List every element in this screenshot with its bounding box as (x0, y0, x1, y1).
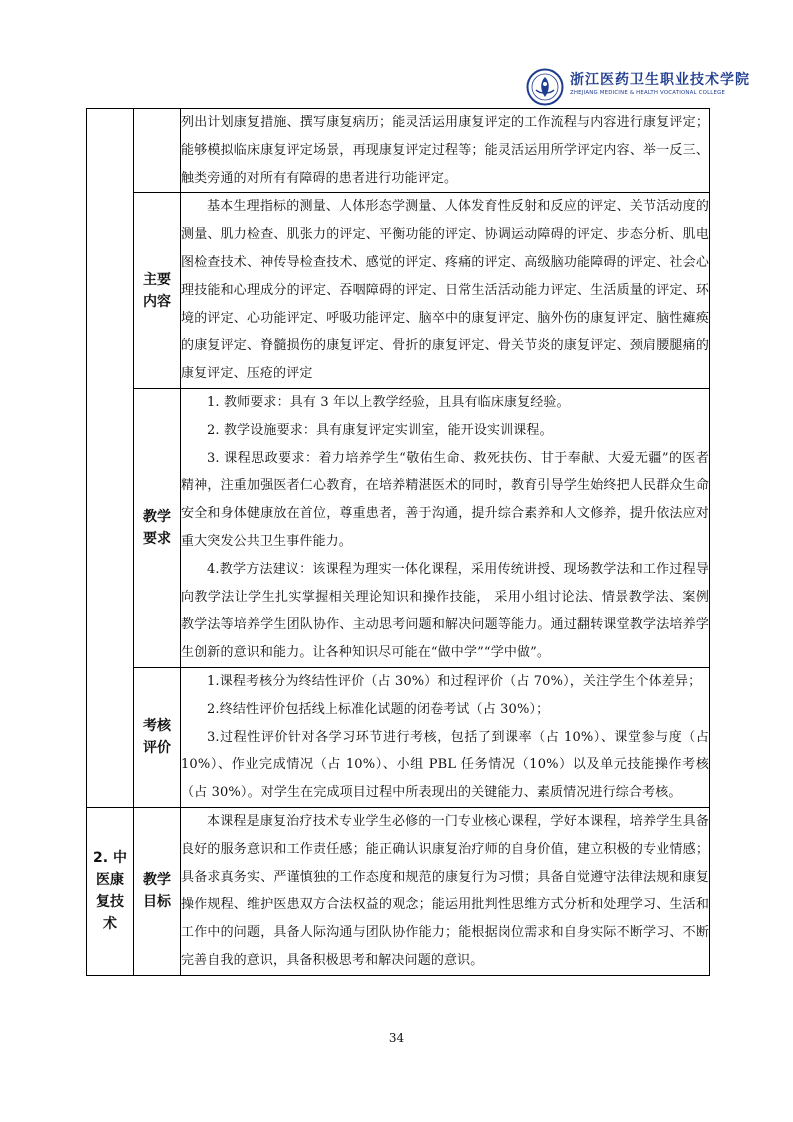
teaching-objectives-text: 本课程是康复治疗技术专业学生必修的一门专业核心课程，学好本课程，培养学生具备良好的服务意识和工作责任感；能正确认识康复治疗师的自身价值，建立积极的专业情感；具备求真务实、严谨慎独的工作态度和规范的康复行为习惯；具备自觉遵守法律法规和康复操作规程、维护医患双方合法权益的观念；能运用批判性思维方式分析和处理学习、生活和工作中的问题，具备人际沟通与团队协作能力；能根据岗位需求和自身实际不断学习、不断完善自我的意识，具备积极思考和解决问题的意识。 (181, 813, 709, 968)
page-number: 34 (388, 1031, 405, 1045)
teacher-requirement: 1. 教师要求：具有 3 年以上教学经验，且具有临床康复经验。 (207, 394, 570, 410)
continued-text: 列出计划康复措施、撰写康复病历；能灵活运用康复评定的工作流程与内容进行康复评定；能够模拟临床康复评定场景，再现康复评定过程等；能灵活运用所学评定内容、举一反三、触类旁通的对所有有障碍的患者进行功能评定。 (181, 115, 709, 186)
course-cell-previous (87, 109, 134, 808)
label-main-content: 主要 内容 (134, 193, 181, 389)
content-cell-main-content (181, 193, 710, 389)
college-emblem-icon (526, 68, 564, 106)
college-logo (526, 66, 750, 108)
table-row-continued (87, 109, 710, 193)
content-cell-assessment (181, 667, 710, 807)
content-cell-teaching-requirements (181, 388, 710, 667)
assessment-item-2: 2.终结性评价包括线上标准化试题的闭卷考试（占 30%）； (207, 701, 550, 717)
label-cell-empty (134, 109, 181, 193)
assessment-item-1: 1.课程考核分为终结性评价（占 30%）和过程评价（占 70%），关注学生个体差异； (207, 673, 702, 689)
table-row-teaching-requirements (87, 388, 710, 667)
table-row-main-content (87, 193, 710, 389)
method-suggestion: 4.教学方法建议：该课程为理实一体化课程，采用传统讲授、现场教学法和工作过程导向教学法让学生扎实掌握相关理论知识和操作技能， 采用小组讨论法、情景教学法、案例教学法等培养学生团队协作、主动思考问题和解决问题等能力。通过翻转课堂教学法培养学生创新的意识和能力。让各种知识尽可能在“做中学”“学中做”。 (181, 561, 709, 661)
content-cell-teaching-objectives (181, 807, 710, 975)
table-row-course-2-objectives (87, 807, 710, 975)
main-content-text: 基本生理指标的测量、人体形态学测量、人体发育性反射和反应的评定、关节活动度的测量、肌力检查、肌张力的评定、平衡功能的评定、协调运动障碍的评定、步态分析、肌电图检查技术、神传导检查技术、感觉的评定、疼痛的评定、高级脑功能障碍的评定、社会心理技能和心理成分的评定、吞咽障碍的评定、日常生活活动能力评定、生活质量的评定、环境的评定、心功能评定、呼吸功能评定、脑卒中的康复评定、脑外伤的康复评定、脑性瘫痪的康复评定、脊髓损伤的康复评定、骨折的康复评定、骨关节炎的康复评定、颈肩腰腿痛的康复评定、压疮的评定 (181, 199, 709, 382)
label-teaching-requirements: 教学 要求 (134, 388, 181, 667)
table-row-assessment (87, 667, 710, 807)
course-name-tcm-rehab: 2. 中 医康 复技 术 (87, 807, 134, 975)
course-table (86, 108, 710, 976)
school-name-en: ZHEJIANG MEDICINE & HEALTH VOCATIONAL COLLEGE (570, 90, 726, 96)
label-teaching-objectives: 教学 目标 (134, 807, 181, 975)
label-assessment: 考核 评价 (134, 667, 181, 807)
facility-requirement: 2. 教学设施要求：具有康复评定实训室，能开设实训课程。 (207, 422, 553, 438)
assessment-item-3: 3.过程性评价针对各学习环节进行考核，包括了到课率（占 10%）、课堂参与度（占 10%）、作业完成情况（占 10%）、小组 PBL 任务情况（10%）以及单元技能操作考核（占 30%）。对学生在完成项目过程中所表现出的关键能力、素质情况进行综合考核。 (181, 729, 709, 801)
ideology-requirement: 3. 课程思政要求：着力培养学生“敬佑生命、救死扶伤、甘于奉献、大爱无疆”的医者精神，注重加强医者仁心教育，在培养精湛医术的同时，教育引导学生始终把人民群众生命安全和身体健康放在首位，尊重患者，善于沟通，提升综合素养和人文修养，提升依法应对重大突发公共卫生事件能力。 (181, 450, 709, 549)
content-cell-continued (181, 109, 710, 193)
school-name: 浙江医药卫生职业技术学院 (570, 72, 750, 88)
